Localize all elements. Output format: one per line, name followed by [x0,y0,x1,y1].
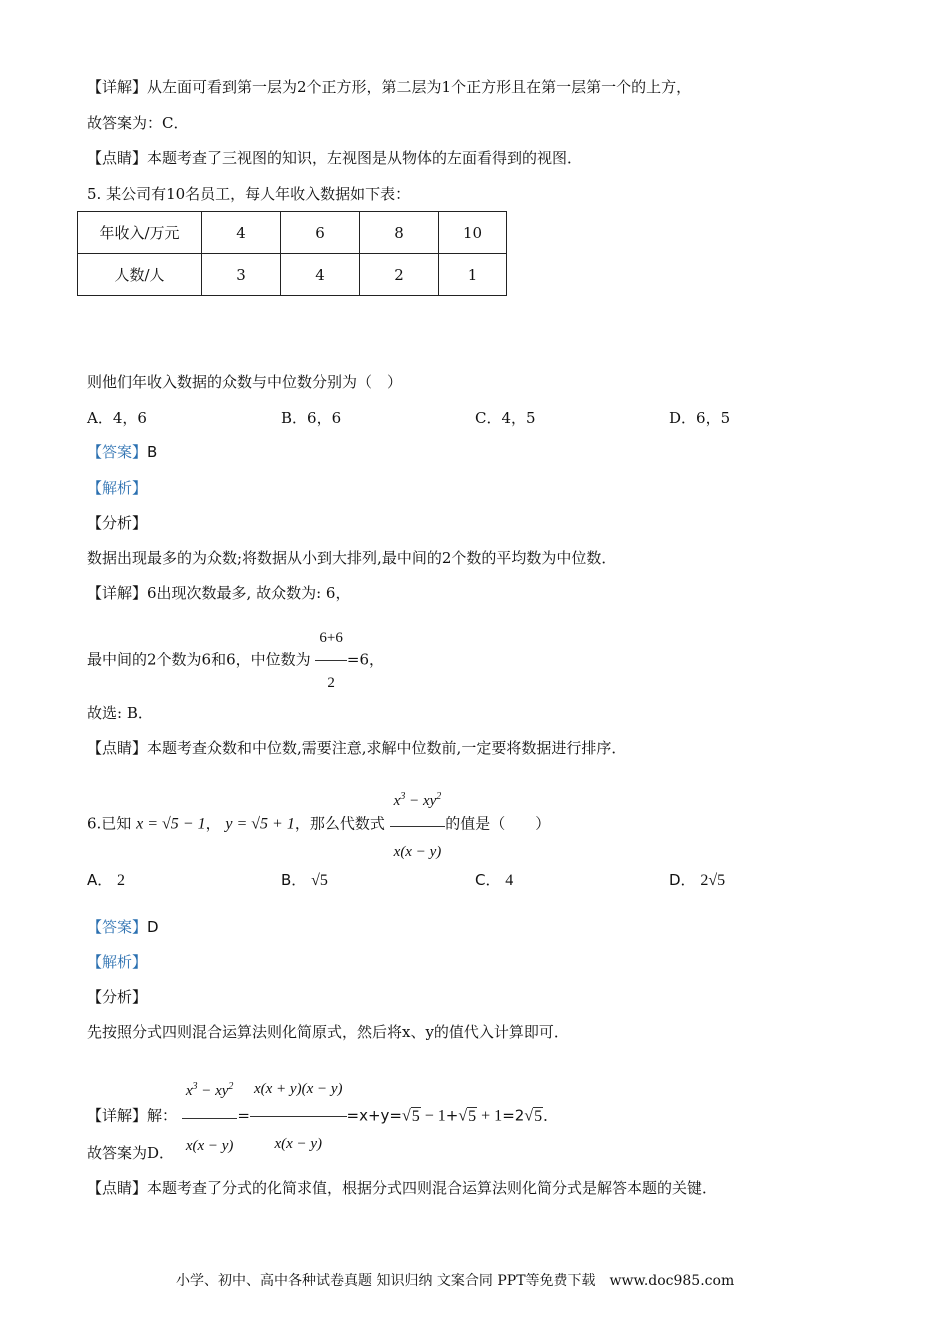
fenxi-tag: 【分析】 [87,514,148,532]
table-cell: 2 [360,254,439,296]
original-fraction [182,1062,238,1171]
fraction-result: =6 [346,650,370,669]
table-row [78,254,507,296]
period: ． [543,1106,559,1125]
q5-note [87,738,626,758]
table-cell: 人数/人 [78,254,202,296]
detail-tag: 【详解】 [87,78,148,96]
answer-tag: 【答案】 [87,918,148,936]
x-expression: x = √5 − 1 [136,815,206,833]
q6-option-b [281,870,328,891]
fraction-denominator: x(x − y) [274,1136,323,1152]
note-tag: 【点睛】 [87,739,148,757]
detail-prefix: 解： [147,1106,178,1125]
table-cell: 3 [202,254,281,296]
separator: ， [205,814,221,833]
fraction-numerator: $x^3 - xy^2$ [182,1062,238,1119]
analysis-tag: 【解析】 [87,953,148,971]
table-cell: 8 [360,212,439,254]
fraction-denominator: 2 [327,675,335,691]
q5-detail [87,583,350,603]
q6-note [87,1178,717,1198]
detail-text: 从左面可看到第一层为2个正方形，第二层为1个正方形且在第一层第一个的上方， [147,78,692,96]
option-value: 2 [117,872,126,889]
sqrt5-plus-1: √5 + 1 [458,1107,503,1125]
note-text: 本题考查了三视图的知识，左视图是从物体的左面看得到的视图． [147,149,583,167]
fraction-numerator: $x^3 - xy^2$ [390,774,446,827]
stem-suffix: 的值是（ ） [445,814,551,833]
q6-option-d [669,870,725,891]
stem-prefix: 6.已知 [87,814,132,833]
answer-value: D [147,918,159,936]
expression-fraction [390,774,446,875]
fenxi-text: 先按照分式四则混合运算法则化简原式，然后将x、y的值代入计算即可． [87,1023,569,1041]
analysis-tag: 【解析】 [87,479,148,497]
table-cell: 4 [281,254,360,296]
income-table [77,211,507,296]
detail-text: 6出现次数最多, 故众数为: 6， [147,584,351,602]
option-label: C． [475,871,501,889]
note-text: 本题考查众数和中位数,需要注意,求解中位数前,一定要将数据进行排序． [147,739,627,757]
table-cell: 4 [202,212,281,254]
table-cell: 6 [281,212,360,254]
equals: = [237,1106,250,1125]
stem-middle: ，那么代数式 [294,814,385,833]
q5-answer [87,442,157,462]
fenxi-tag: 【分析】 [87,988,148,1006]
note-tag: 【点睛】 [87,149,148,167]
q6-option-a [87,870,125,891]
fraction-numerator: 6+6 [315,618,346,661]
table-cell: 10 [439,212,507,254]
y-expression: y = √5 + 1 [225,815,295,833]
q6-answer [87,917,159,937]
equals-sum: =x+y= [346,1106,402,1125]
equals-result: =2 [502,1106,525,1125]
note-paragraph [87,148,582,168]
table-row [78,212,507,254]
sqrt5-minus-1: √5 − 1 [401,1107,446,1125]
plus: + [445,1106,459,1125]
option-value: 4 [505,872,514,889]
q6-stem [87,774,550,875]
detail-tag: 【详解】 [87,584,148,602]
detail-paragraph [87,77,691,97]
q6-option-c [475,870,513,891]
fraction-numerator: x(x + y)(x − y) [250,1064,347,1117]
q5-option-c: C．4，5 [475,409,536,427]
sqrt5: √5 [524,1107,543,1125]
note-tag: 【点睛】 [87,1179,148,1197]
table-cell: 年收入/万元 [78,212,202,254]
q5-option-b: B．6，6 [281,409,342,427]
fraction-denominator: x(x − y) [185,1138,234,1154]
q6-choose: 故答案为D． [87,1144,175,1162]
q5-choose: 故选: B． [87,704,153,722]
q5-stem: 5. 某公司有10名员工，每人年收入数据如下表： [87,185,411,203]
option-value: √5 [311,872,328,889]
answer-value: B [147,443,158,461]
option-label: B． [281,871,307,889]
fraction-denominator: x(x − y) [393,844,442,860]
q5-option-d: D．6，5 [669,409,731,427]
factored-fraction [250,1064,347,1169]
option-value: 2√5 [700,872,726,889]
q5-question: 则他们年收入数据的众数与中位数分别为（ ） [87,373,403,391]
fenxi-text: 数据出现最多的为众数;将数据从小到大排列,最中间的2个数的平均数为中位数． [87,549,617,567]
footer-text: 小学、初中、高中各种试卷真题 知识归纳 文案合同 PPT等免费下载 www.doc985.com [176,1273,735,1289]
median-fraction [315,618,346,703]
table-cell: 1 [439,254,507,296]
option-label: D． [669,871,696,889]
q5-median-line [87,618,384,703]
option-label: A． [87,871,113,889]
note-text: 本题考查了分式的化简求值，根据分式四则混合运算法则化简分式是解答本题的关键． [147,1179,718,1197]
answer-tag: 【答案】 [87,443,148,461]
comma: ， [369,650,385,669]
detail-tag: 【详解】 [87,1106,148,1125]
median-text: 最中间的2个数为6和6，中位数为 [87,650,311,669]
answer-line: 故答案为：C． [87,114,189,132]
q5-option-a: A．4，6 [87,409,147,427]
